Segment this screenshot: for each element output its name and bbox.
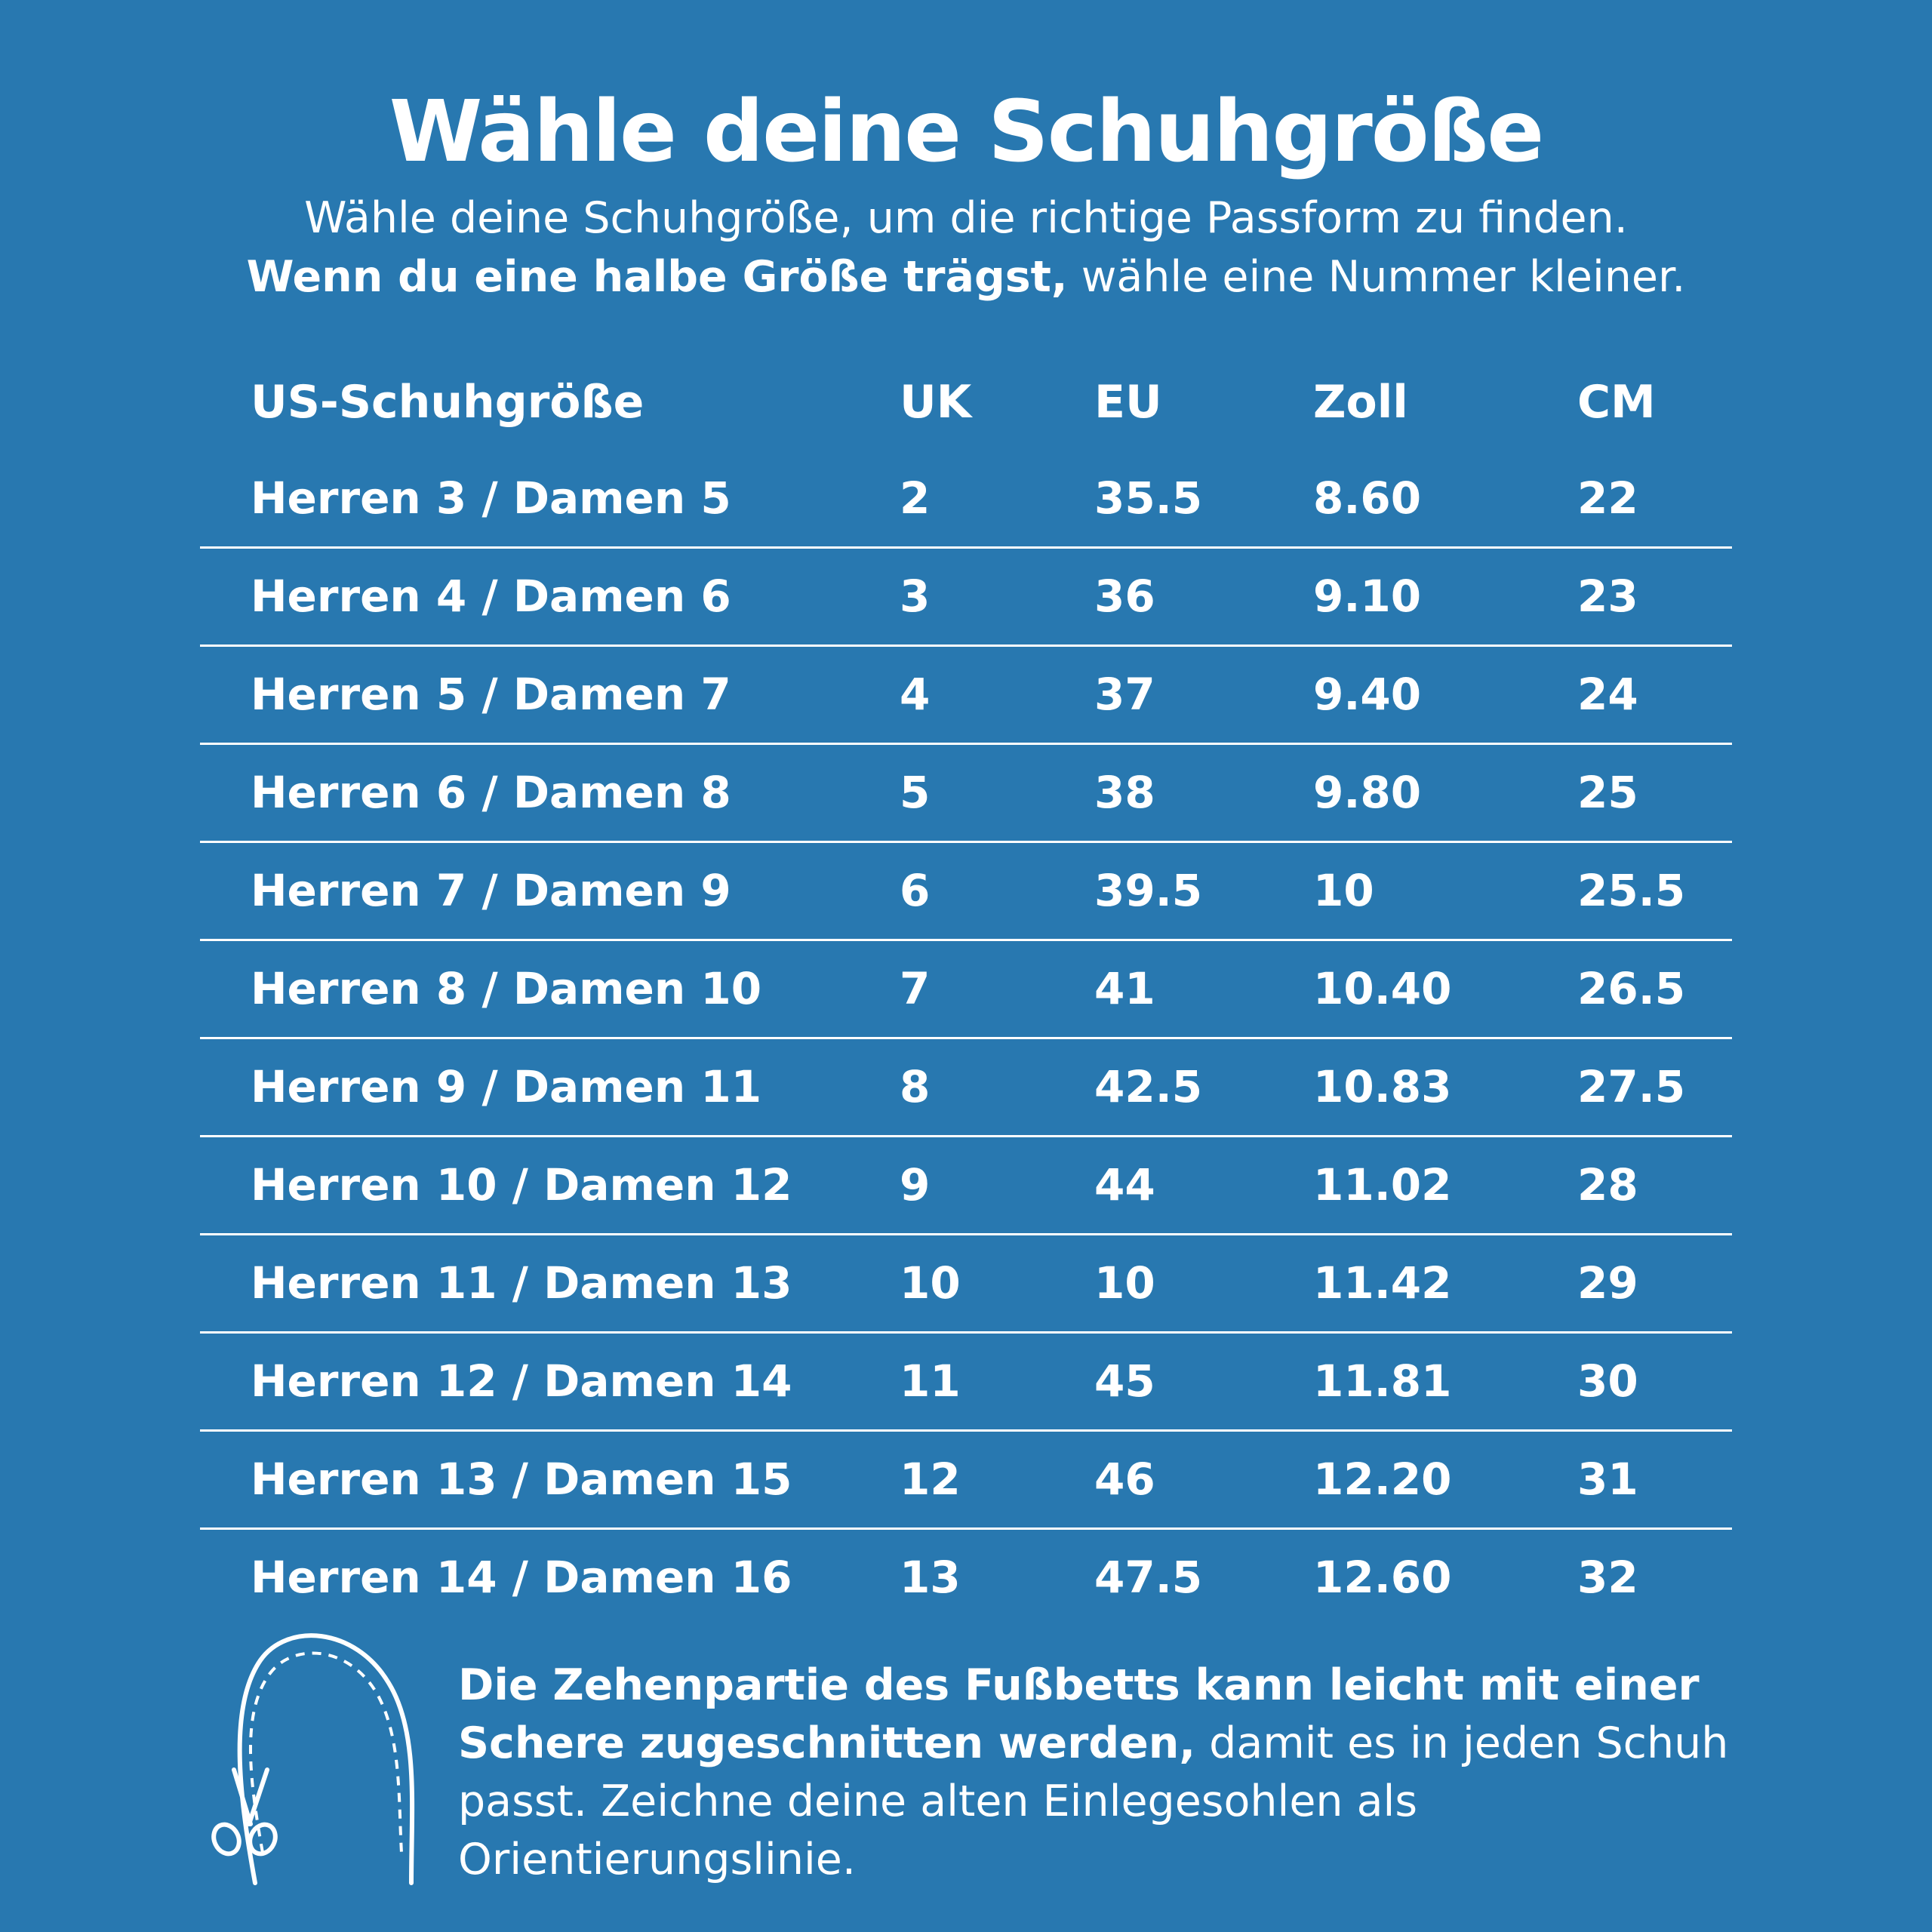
cell-uk: 4 [900,669,931,720]
cell-uk: 9 [900,1159,931,1211]
table-row [200,1037,1732,1135]
cell-inch: 10 [1313,865,1374,916]
cell-eu: 46 [1094,1454,1155,1505]
header-inch: Zoll [1313,376,1408,429]
cell-cm: 24 [1577,669,1638,720]
cell-uk: 13 [900,1552,961,1603]
cell-inch: 10.83 [1313,1061,1452,1112]
cell-cm: 29 [1577,1257,1638,1309]
table-row [200,841,1732,939]
cell-uk: 3 [900,571,931,622]
table-row [200,451,1732,546]
cell-uk: 11 [900,1355,961,1407]
table-row [200,1135,1732,1233]
cell-us-size: Herren 13 / Damen 15 [251,1454,792,1505]
cell-us-size: Herren 12 / Damen 14 [251,1355,792,1407]
subtitle-line-2 [0,248,1932,306]
table-row [200,939,1732,1037]
cell-eu: 10 [1094,1257,1155,1309]
cell-uk: 12 [900,1454,961,1505]
cell-inch: 11.81 [1313,1355,1452,1407]
cell-us-size: Herren 3 / Damen 5 [251,472,731,524]
cell-inch: 9.40 [1313,669,1422,720]
cell-eu: 36 [1094,571,1155,622]
cell-eu: 47.5 [1094,1552,1203,1603]
cell-inch: 8.60 [1313,472,1422,524]
cell-cm: 32 [1577,1552,1638,1603]
cell-us-size: Herren 10 / Damen 12 [251,1159,792,1211]
table-row [200,1233,1732,1331]
cell-inch: 11.42 [1313,1257,1452,1309]
header-us-size: US-Schuhgröße [251,376,645,429]
subtitle-rest: wähle eine Nummer kleiner. [1067,252,1686,302]
subtitle-emphasis: Wenn du eine halbe Größe trägst, [246,252,1068,302]
cell-us-size: Herren 8 / Damen 10 [251,963,762,1014]
table-row [200,645,1732,743]
cell-uk: 10 [900,1257,961,1309]
table-row [200,1429,1732,1527]
cell-inch: 11.02 [1313,1159,1452,1211]
subtitle [0,189,1932,306]
cell-eu: 45 [1094,1355,1155,1407]
footer-note [458,1657,1801,1889]
cell-cm: 27.5 [1577,1061,1686,1112]
cell-eu: 41 [1094,963,1155,1014]
cell-inch: 9.10 [1313,571,1422,622]
table-header-row [200,355,1732,451]
cell-cm: 31 [1577,1454,1638,1505]
cell-eu: 37 [1094,669,1155,720]
cell-cm: 25 [1577,767,1638,818]
cell-inch: 12.20 [1313,1454,1452,1505]
cell-us-size: Herren 14 / Damen 16 [251,1552,792,1603]
table-row [200,1527,1732,1626]
insole-scissors-icon [204,1626,430,1894]
cell-inch: 12.60 [1313,1552,1452,1603]
header-cm: CM [1577,376,1656,429]
size-table [200,355,1732,1626]
cell-eu: 39.5 [1094,865,1203,916]
table-row [200,743,1732,841]
cell-uk: 6 [900,865,931,916]
cell-inch: 9.80 [1313,767,1422,818]
cell-us-size: Herren 7 / Damen 9 [251,865,731,916]
cell-inch: 10.40 [1313,963,1452,1014]
header-uk: UK [900,376,972,429]
cell-eu: 35.5 [1094,472,1203,524]
cell-us-size: Herren 5 / Damen 7 [251,669,731,720]
cell-us-size: Herren 11 / Damen 13 [251,1257,792,1309]
cell-uk: 7 [900,963,931,1014]
table-row [200,1331,1732,1429]
cell-uk: 2 [900,472,931,524]
cell-uk: 5 [900,767,931,818]
cell-eu: 44 [1094,1159,1155,1211]
cell-us-size: Herren 6 / Damen 8 [251,767,731,818]
footer-note-rest: damit es in jeden Schuh passt. Zeichne deine alten Einlegesohlen als Orientierungslinie. [458,1718,1729,1884]
header-eu: EU [1094,376,1162,429]
cell-cm: 30 [1577,1355,1638,1407]
page-title: Wähle deine Schuhgröße [389,83,1543,181]
cell-cm: 22 [1577,472,1638,524]
table-body [200,451,1732,1626]
cell-us-size: Herren 4 / Damen 6 [251,571,731,622]
subtitle-line-1: Wähle deine Schuhgröße, um die richtige Passform zu finden. [304,193,1628,243]
footer-note-emphasis: Die Zehenpartie des Fußbetts kann leicht mit einer Schere zugeschnitten werden, [458,1660,1700,1768]
cell-cm: 26.5 [1577,963,1686,1014]
cell-eu: 42.5 [1094,1061,1203,1112]
cell-cm: 23 [1577,571,1638,622]
table-row [200,546,1732,645]
cell-eu: 38 [1094,767,1155,818]
cell-uk: 8 [900,1061,931,1112]
cell-cm: 25.5 [1577,865,1686,916]
cell-cm: 28 [1577,1159,1638,1211]
cell-us-size: Herren 9 / Damen 11 [251,1061,762,1112]
